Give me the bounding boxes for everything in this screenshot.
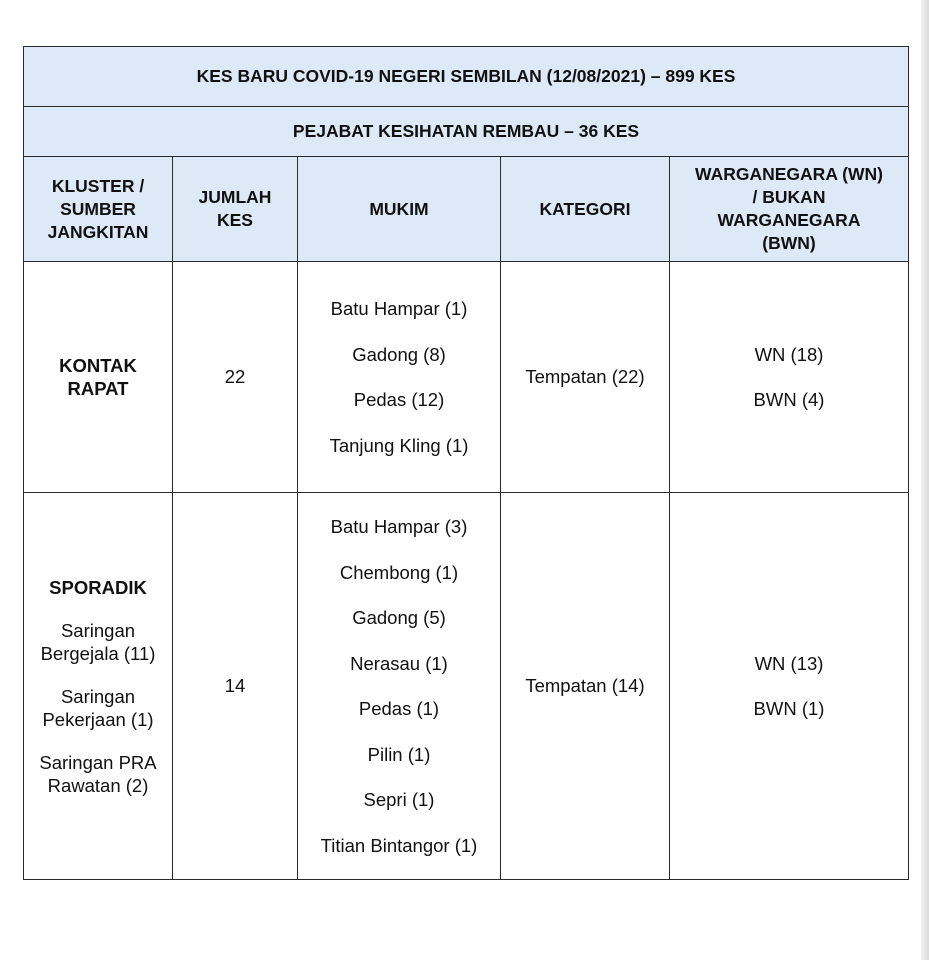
col-header-wn-line: WARGANEGARA bbox=[717, 210, 861, 230]
jumlah-cell: 22 bbox=[173, 262, 298, 493]
col-header-kluster-line: JANGKITAN bbox=[47, 221, 149, 242]
col-header-jumlah-line: JUMLAH bbox=[198, 187, 272, 207]
mukim-item: Nerasau (1) bbox=[350, 652, 448, 674]
col-header-kluster-line: SUMBER bbox=[60, 198, 136, 219]
wn-item: BWN (4) bbox=[753, 389, 825, 410]
table-row-sporadik bbox=[24, 493, 909, 880]
kategori-cell: Tempatan (14) bbox=[501, 493, 670, 880]
mukim-item: Pedas (1) bbox=[358, 698, 440, 719]
kluster-detail-line: Saringan bbox=[60, 619, 136, 641]
kluster-detail-line: Saringan bbox=[60, 685, 136, 707]
col-header-wn bbox=[670, 157, 909, 262]
wn-cell bbox=[670, 493, 909, 880]
mukim-cell bbox=[298, 262, 501, 493]
jumlah-cell: 14 bbox=[173, 493, 298, 880]
col-header-mukim: MUKIM bbox=[298, 157, 501, 262]
wn-item: WN (13) bbox=[754, 652, 824, 674]
kluster-cell bbox=[24, 262, 173, 493]
mukim-item: Batu Hampar (3) bbox=[330, 516, 468, 537]
mukim-item: Tanjung Kling (1) bbox=[329, 434, 469, 456]
mukim-item: Sepri (1) bbox=[363, 789, 435, 810]
kategori-cell: Tempatan (22) bbox=[501, 262, 670, 493]
mukim-item: Batu Hampar (1) bbox=[330, 298, 468, 319]
mukim-item: Pilin (1) bbox=[367, 743, 431, 765]
col-header-kategori: KATEGORI bbox=[501, 157, 670, 262]
page-edge-shadow bbox=[921, 0, 929, 960]
kluster-detail-line: Saringan PRA bbox=[39, 751, 157, 773]
table-subtitle: PEJABAT KESIHATAN REMBAU – 36 KES bbox=[24, 107, 909, 157]
col-header-wn-line: / BUKAN bbox=[752, 187, 826, 207]
mukim-item: Chembong (1) bbox=[339, 561, 459, 583]
wn-item: BWN (1) bbox=[753, 698, 825, 719]
col-header-kluster bbox=[24, 157, 173, 262]
kluster-line: KONTAK bbox=[59, 355, 137, 376]
covid-cases-table bbox=[23, 46, 909, 880]
col-header-wn-line: (BWN) bbox=[762, 233, 816, 253]
col-header-wn-line: WARGANEGARA (WN) bbox=[695, 164, 883, 184]
wn-item: WN (18) bbox=[754, 343, 824, 365]
kluster-detail-line: Pekerjaan (1) bbox=[42, 708, 154, 730]
table-row-kontak-rapat bbox=[24, 262, 909, 493]
mukim-cell bbox=[298, 493, 501, 880]
table-title: KES BARU COVID-19 NEGERI SEMBILAN (12/08/2021) – 899 KES bbox=[24, 47, 909, 107]
kluster-cell bbox=[24, 493, 173, 880]
kluster-title: SPORADIK bbox=[49, 576, 147, 598]
kluster-line: RAPAT bbox=[67, 378, 129, 399]
kluster-detail-line: Bergejala (11) bbox=[40, 642, 156, 664]
col-header-jumlah bbox=[173, 157, 298, 262]
mukim-item: Titian Bintangor (1) bbox=[320, 834, 478, 856]
mukim-item: Pedas (12) bbox=[353, 389, 445, 410]
mukim-item: Gadong (5) bbox=[352, 607, 446, 628]
kluster-detail-line: Rawatan (2) bbox=[47, 774, 149, 796]
col-header-kluster-line: KLUSTER / bbox=[51, 175, 145, 196]
wn-cell bbox=[670, 262, 909, 493]
mukim-item: Gadong (8) bbox=[352, 343, 446, 365]
col-header-jumlah-line: KES bbox=[217, 210, 253, 230]
